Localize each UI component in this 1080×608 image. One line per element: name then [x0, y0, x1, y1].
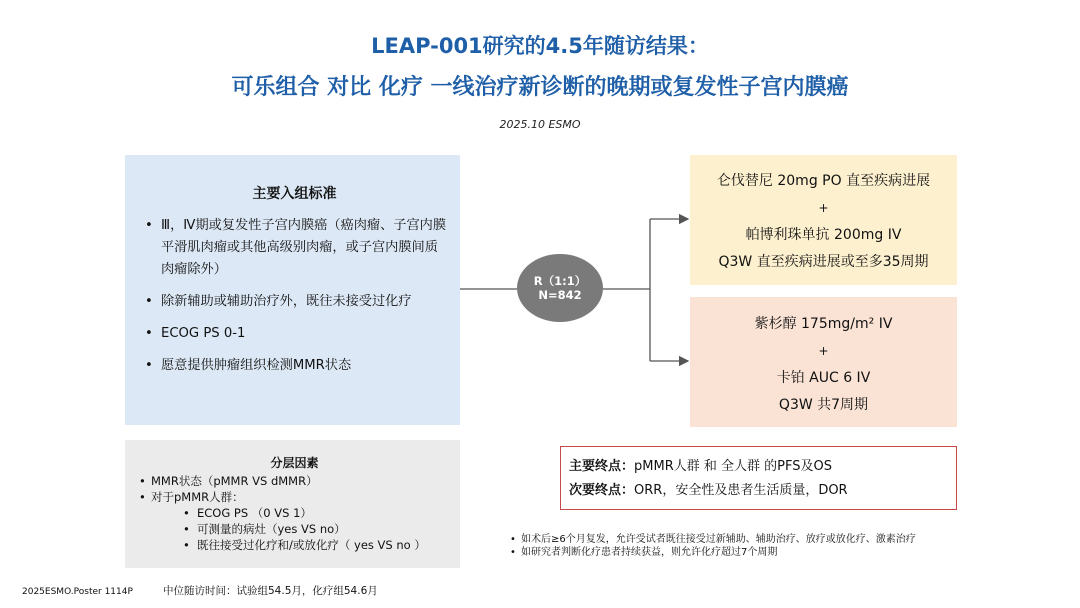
secondary-endpoint-label: 次要终点：	[569, 483, 635, 498]
secondary-endpoint-text: ORR，安全性及患者生活质量，DOR	[634, 483, 848, 498]
inclusion-criteria-box	[125, 155, 460, 425]
randomization-circle	[517, 254, 603, 322]
strat-sub-item: • 既往接受过化疗和/或放化疗（ yes VS no ）	[139, 537, 450, 553]
title-line-1: LEAP-001研究的4.5年随访结果：	[371, 34, 709, 58]
secondary-endpoint	[569, 479, 956, 503]
poster-reference: 2025ESMO.Poster 1114P	[22, 587, 133, 597]
strat-item-pmmr: • 对于pMMR人群：	[139, 489, 450, 505]
median-followup: 中位随访时间：试验组54.5月，化疗组54.6月	[163, 585, 378, 597]
arm2-line1: 紫杉醇 175mg/m² IV	[754, 316, 893, 332]
arm1-line2: 帕博利珠单抗 200mg IV	[745, 227, 902, 243]
inclusion-list	[143, 215, 446, 377]
arm2-plus: +	[818, 344, 829, 358]
strat-item-mmr: • MMR状态（pMMR VS dMMR）	[139, 473, 450, 489]
arm1-plus: +	[818, 201, 829, 215]
endpoints-box	[560, 446, 957, 510]
primary-endpoint-label: 主要终点：	[569, 459, 635, 474]
arm1-line1: 仑伐替尼 20mg PO 直至疾病进展	[716, 173, 931, 189]
subtitle: 2025.10 ESMO	[499, 118, 581, 131]
inclusion-item: • Ⅲ，Ⅳ期或复发性子宫内膜癌（癌肉瘤、子宫内膜平滑肌肉瘤或其他高级别肉瘤，或子宫内膜间质肉瘤除外）	[143, 215, 446, 281]
arm2-line2: 卡铂 AUC 6 IV	[776, 370, 871, 386]
footnotes	[508, 533, 998, 559]
title-line-2: 可乐组合 对比 化疗 一线治疗新诊断的晚期或复发性子宫内膜癌	[231, 75, 849, 100]
stratification-box	[125, 440, 460, 568]
rand-n: N=842	[538, 288, 582, 302]
strat-sub-item: • ECOG PS （0 VS 1）	[139, 505, 450, 521]
arm2-line3: Q3W 共7周期	[778, 397, 869, 413]
strat-sub-item: • 可测量的病灶（yes VS no）	[139, 521, 450, 537]
arm-lenvatinib-pembrolizumab	[690, 155, 957, 285]
inclusion-item: • ECOG PS 0-1	[143, 323, 446, 345]
inclusion-heading: 主要入组标准	[252, 186, 337, 202]
footnote: • 如研究者判断化疗患者持续获益，则允许化疗超过7个周期	[508, 546, 998, 559]
footnote: • 如术后≥6个月复发，允许受试者既往接受过新辅助、辅助治疗、放疗或放化疗、激素治疗	[508, 533, 998, 546]
primary-endpoint	[569, 455, 956, 479]
inclusion-item: • 愿意提供肿瘤组织检测MMR状态	[143, 355, 446, 377]
stratification-heading: 分层因素	[270, 456, 319, 470]
rand-ratio: R（1:1）	[533, 274, 587, 288]
arm1-line3: Q3W 直至疾病进展或至多35周期	[718, 254, 929, 270]
arm-chemotherapy	[690, 297, 957, 427]
inclusion-item: • 除新辅助或辅助治疗外，既往未接受过化疗	[143, 291, 446, 313]
primary-endpoint-text: pMMR人群 和 全人群 的PFS及OS	[634, 459, 832, 474]
